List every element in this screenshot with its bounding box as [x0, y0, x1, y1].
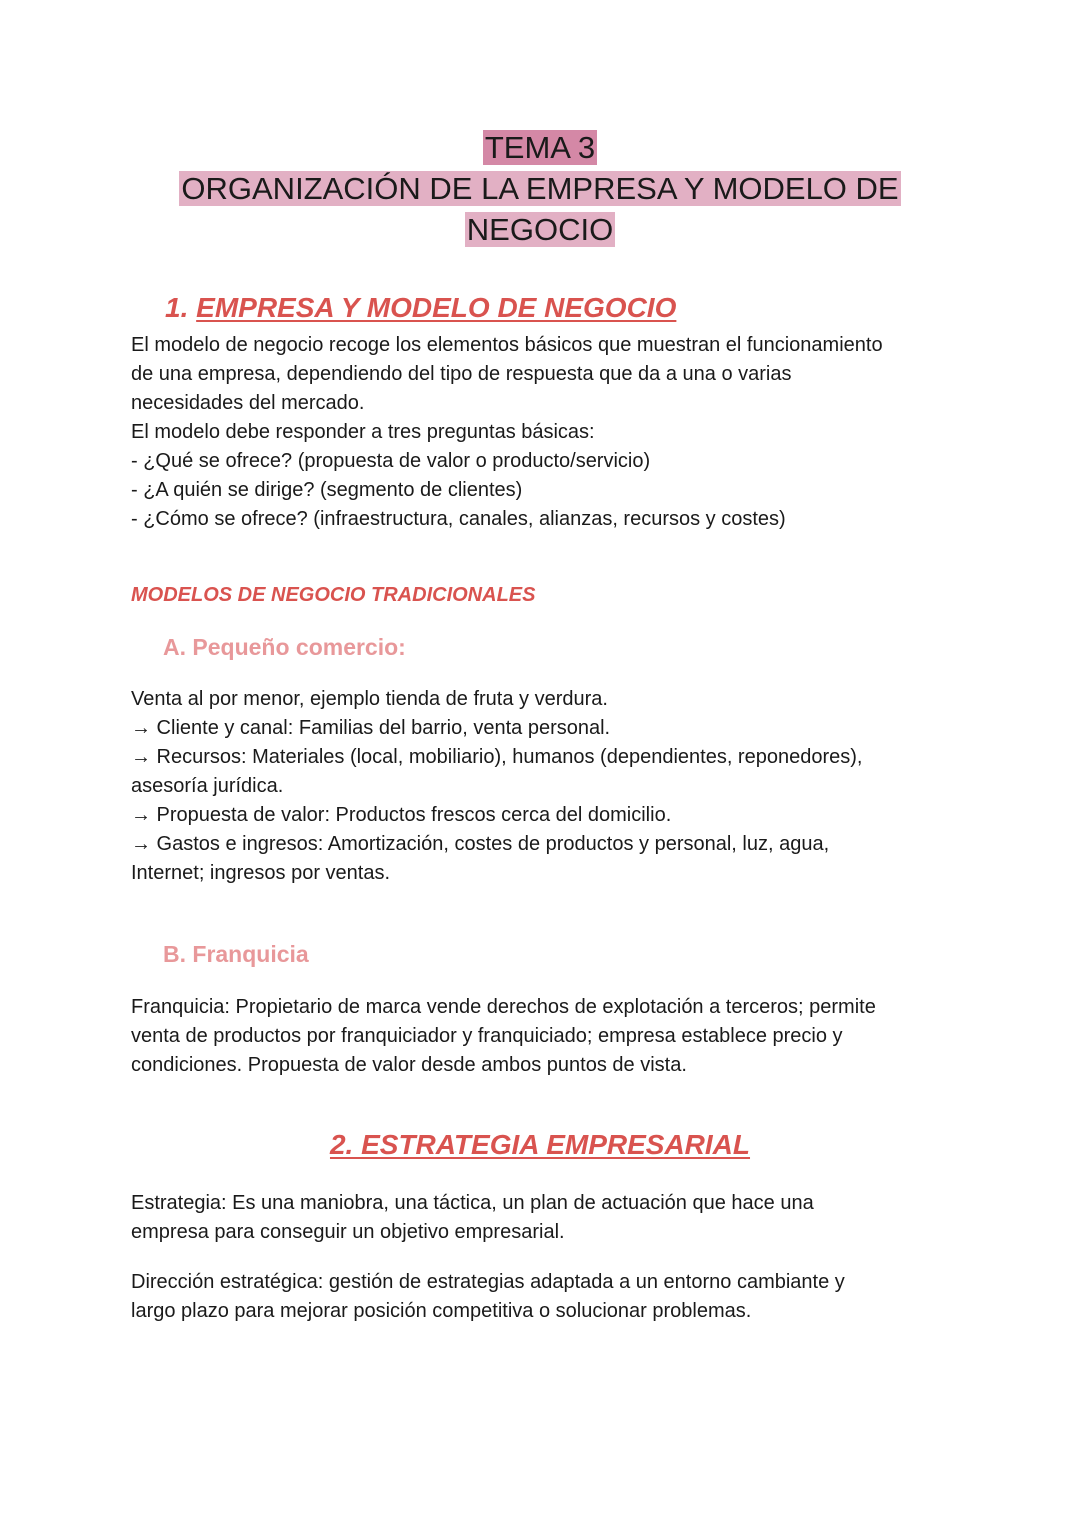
- section-2-heading: [0, 1129, 1080, 1161]
- body-line: → Recursos: Materiales (local, mobiliario), humanos (dependientes, reponedores),: [131, 746, 863, 768]
- section-1-title: EMPRESA Y MODELO DE NEGOCIO: [196, 292, 677, 323]
- body-line: → Gastos e ingresos: Amortización, costes de productos y personal, luz, agua,: [131, 833, 830, 855]
- section-1-number: 1.: [165, 292, 189, 323]
- body-line: condiciones. Propuesta de valor desde ambos puntos de vista.: [131, 1054, 687, 1076]
- title-line-2: ORGANIZACIÓN DE LA EMPRESA Y MODELO DE: [181, 171, 899, 206]
- traditional-models-heading: MODELOS DE NEGOCIO TRADICIONALES: [131, 584, 536, 606]
- body-line: Estrategia: Es una maniobra, una táctica, un plan de actuación que hace una: [131, 1192, 814, 1214]
- body-line: Venta al por menor, ejemplo tienda de fruta y verdura.: [131, 688, 608, 710]
- body-line: → Cliente y canal: Familias del barrio, venta personal.: [131, 717, 611, 739]
- intro-line: - ¿A quién se dirige? (segmento de clientes): [131, 479, 523, 501]
- body-line: asesoría jurídica.: [131, 775, 284, 797]
- intro-line: - ¿Qué se ofrece? (propuesta de valor o producto/servicio): [131, 450, 651, 472]
- section-1-intro: [131, 331, 971, 534]
- body-line: → Propuesta de valor: Productos frescos cerca del domicilio.: [131, 804, 672, 826]
- intro-line: El modelo debe responder a tres preguntas básicas:: [131, 421, 595, 443]
- section-2-paragraph-1: [131, 1189, 971, 1247]
- body-line: empresa para conseguir un objetivo empresarial.: [131, 1221, 565, 1243]
- intro-line: necesidades del mercado.: [131, 392, 365, 414]
- intro-line: de una empresa, dependiendo del tipo de respuesta que da a una o varias: [131, 363, 792, 385]
- subsection-b-body: [131, 993, 971, 1080]
- body-line: Dirección estratégica: gestión de estrategias adaptada a un entorno cambiante y: [131, 1271, 845, 1293]
- section-2-title: 2. ESTRATEGIA EMPRESARIAL: [329, 1129, 751, 1160]
- section-2-paragraph-2: [131, 1268, 971, 1326]
- subsection-b-heading: B. Franquicia: [163, 941, 309, 967]
- intro-line: - ¿Cómo se ofrece? (infraestructura, canales, alianzas, recursos y costes): [131, 508, 786, 530]
- section-1-heading: [165, 292, 676, 324]
- body-line: Internet; ingresos por ventas.: [131, 862, 391, 884]
- subsection-a-body: [131, 685, 971, 888]
- body-line: Franquicia: Propietario de marca vende derechos de explotación a terceros; permite: [131, 996, 876, 1018]
- intro-line: El modelo de negocio recoge los elementos básicos que muestran el funcionamiento: [131, 334, 883, 356]
- subsection-a-heading: A. Pequeño comercio:: [163, 634, 406, 660]
- body-line: largo plazo para mejorar posición competitiva o solucionar problemas.: [131, 1300, 752, 1322]
- title-tema: TEMA 3: [484, 130, 596, 165]
- body-line: venta de productos por franquiciador y franquiciado; empresa establece precio y: [131, 1025, 843, 1047]
- document-title: [0, 127, 1080, 250]
- title-line-3: NEGOCIO: [466, 212, 614, 247]
